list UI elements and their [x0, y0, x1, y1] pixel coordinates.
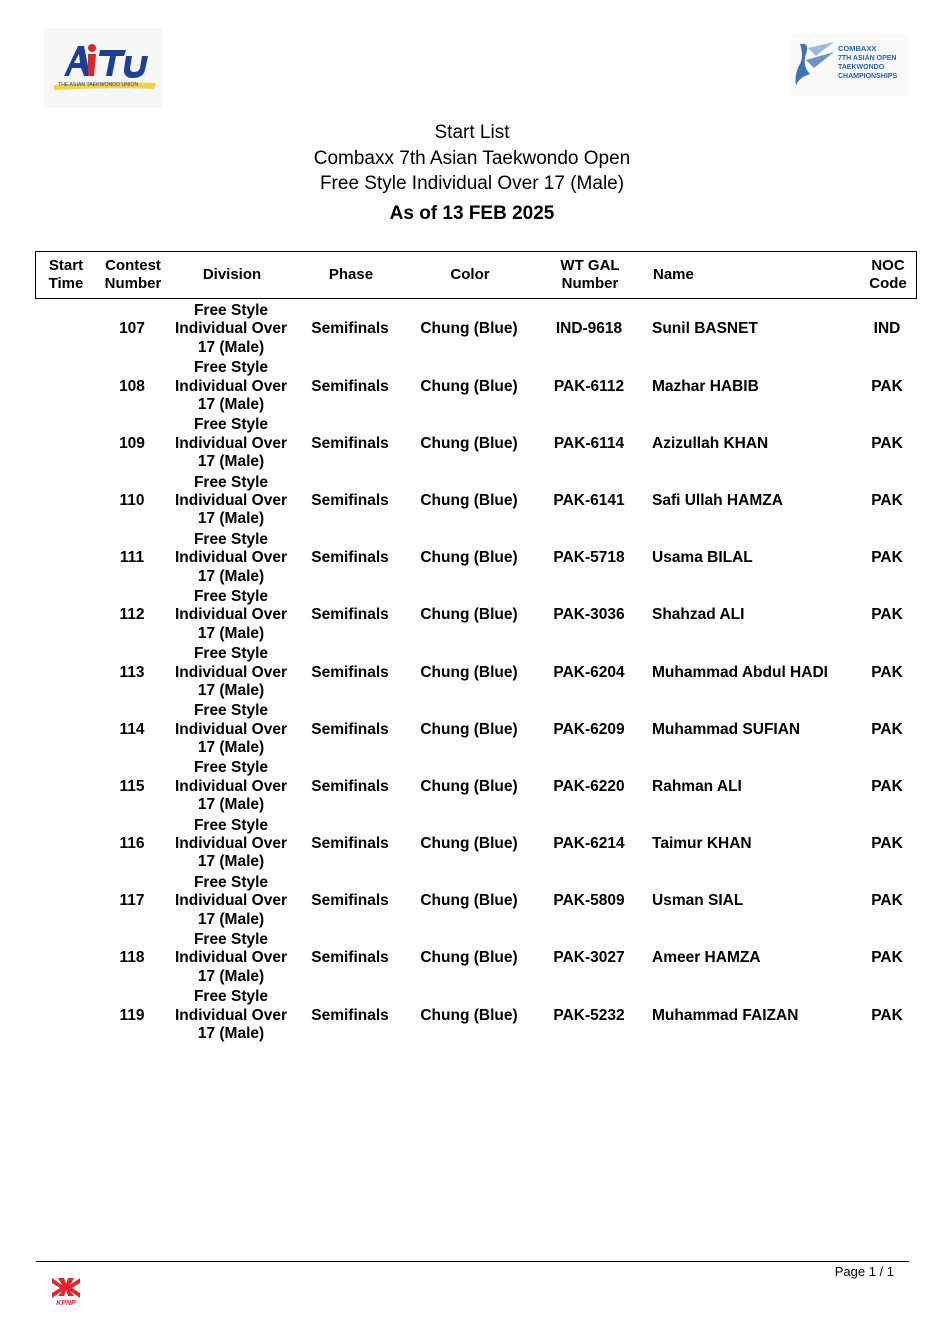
cell-division: Free Style Individual Over 17 (Male) — [175, 359, 287, 413]
document-titles — [0, 120, 944, 225]
cell-division: Free Style Individual Over 17 (Male) — [175, 816, 287, 871]
cell-start-time — [35, 415, 95, 472]
footer-divider — [36, 1261, 909, 1262]
table-row — [35, 415, 917, 472]
table-row — [35, 873, 917, 930]
cell-contest-number: 115 — [119, 777, 145, 795]
table-row — [35, 701, 917, 758]
page-number: Page 1 / 1 — [834, 1264, 894, 1279]
cell-start-time — [35, 873, 95, 930]
cell-name: Usman SIAL — [652, 892, 744, 910]
cell-division: Free Style Individual Over 17 (Male) — [175, 416, 287, 471]
table-row — [35, 530, 917, 587]
cell-start-time — [35, 358, 95, 415]
cell-start-time — [35, 301, 95, 358]
table-row — [35, 759, 917, 816]
col-contest-number: Contest Number — [104, 257, 162, 292]
kpnp-text: KPNP — [56, 1300, 76, 1306]
cell-color: Chung (Blue) — [420, 549, 518, 567]
cell-contest-number: 117 — [119, 892, 145, 910]
cell-phase: Semifinals — [311, 720, 389, 738]
col-phase: Phase — [328, 266, 374, 283]
title-division: Free Style Individual Over 17 (Male) — [319, 173, 625, 194]
championship-line-4: CHAMPIONSHIPS — [838, 73, 898, 80]
cell-phase: Semifinals — [311, 606, 389, 624]
cell-noc-code: PAK — [871, 835, 903, 853]
cell-name: Taimur KHAN — [652, 835, 752, 853]
cell-start-time — [35, 987, 95, 1044]
cell-noc-code: PAK — [871, 434, 903, 452]
cell-wt-gal-number: IND-9618 — [555, 320, 623, 338]
title-event: Combaxx 7th Asian Taekwondo Open — [313, 147, 631, 169]
cell-division: Free Style Individual Over 17 (Male) — [175, 473, 287, 528]
cell-wt-gal-number: PAK-6112 — [553, 377, 625, 395]
cell-start-time — [35, 473, 95, 530]
cell-noc-code: PAK — [871, 777, 903, 795]
cell-wt-gal-number: PAK-5718 — [553, 549, 625, 567]
cell-color: Chung (Blue) — [420, 720, 518, 738]
kpnp-logo-icon — [46, 1276, 86, 1306]
cell-name: Usama BILAL — [652, 549, 753, 567]
cell-division: Free Style Individual Over 17 (Male) — [175, 988, 287, 1043]
cell-phase: Semifinals — [311, 491, 389, 509]
cell-contest-number: 111 — [119, 549, 145, 567]
championship-line-1: COMBAXX — [838, 44, 877, 53]
atu-logo — [44, 28, 162, 108]
col-noc-code: NOC Code — [869, 257, 907, 292]
cell-color: Chung (Blue) — [420, 320, 518, 338]
table-row — [35, 930, 917, 987]
cell-color: Chung (Blue) — [420, 949, 518, 967]
cell-name: Shahzad ALI — [652, 606, 745, 624]
cell-contest-number: 110 — [119, 491, 145, 509]
table-row — [35, 301, 917, 358]
cell-wt-gal-number: PAK-3027 — [553, 949, 625, 967]
cell-name: Muhammad SUFIAN — [652, 720, 801, 738]
cell-name: Sunil BASNET — [652, 320, 758, 338]
col-division: Division — [202, 266, 262, 283]
table-body — [35, 301, 917, 1044]
table-row — [35, 358, 917, 415]
cell-contest-number: 119 — [119, 1006, 145, 1024]
cell-noc-code: PAK — [871, 377, 903, 395]
cell-start-time — [35, 930, 95, 987]
cell-name: Muhammad Abdul HADI — [652, 663, 828, 681]
cell-color: Chung (Blue) — [420, 491, 518, 509]
cell-color: Chung (Blue) — [420, 606, 518, 624]
cell-division: Free Style Individual Over 17 (Male) — [175, 759, 287, 814]
cell-phase: Semifinals — [311, 892, 389, 910]
cell-name: Safi Ullah HAMZA — [652, 491, 783, 509]
cell-name: Ameer HAMZA — [652, 949, 761, 967]
cell-phase: Semifinals — [311, 377, 389, 395]
cell-wt-gal-number: PAK-6114 — [553, 434, 625, 452]
cell-contest-number: 107 — [119, 320, 145, 338]
cell-division: Free Style Individual Over 17 (Male) — [175, 530, 287, 585]
cell-noc-code: PAK — [871, 949, 903, 967]
col-name: Name — [653, 266, 694, 283]
cell-wt-gal-number: PAK-6204 — [553, 663, 625, 681]
cell-noc-code: PAK — [871, 663, 903, 681]
cell-wt-gal-number: PAK-6209 — [553, 720, 625, 738]
cell-start-time — [35, 587, 95, 644]
cell-division: Free Style Individual Over 17 (Male) — [175, 587, 287, 642]
table-row — [35, 473, 917, 530]
cell-color: Chung (Blue) — [420, 663, 518, 681]
cell-contest-number: 108 — [119, 377, 145, 395]
cell-start-time — [35, 701, 95, 758]
atu-subtext: THE ASIAN TAEKWONDO UNION — [58, 82, 139, 88]
cell-division: Free Style Individual Over 17 (Male) — [175, 645, 287, 699]
table-row — [35, 816, 917, 873]
table-header — [35, 251, 917, 299]
cell-contest-number: 114 — [119, 720, 145, 738]
cell-phase: Semifinals — [311, 949, 389, 967]
cell-division: Free Style Individual Over 17 (Male) — [175, 301, 287, 356]
cell-noc-code: PAK — [871, 1006, 903, 1024]
cell-wt-gal-number: PAK-6141 — [553, 491, 625, 509]
col-start-time: Start Time — [48, 257, 84, 292]
cell-name: Muhammad FAIZAN — [652, 1006, 799, 1024]
cell-wt-gal-number: PAK-6220 — [553, 777, 625, 795]
cell-start-time — [35, 644, 95, 701]
cell-phase: Semifinals — [311, 1006, 389, 1024]
table-row — [35, 644, 917, 701]
cell-division: Free Style Individual Over 17 (Male) — [175, 873, 287, 928]
cell-color: Chung (Blue) — [420, 377, 518, 395]
title-start-list: Start List — [434, 122, 510, 143]
cell-phase: Semifinals — [311, 777, 389, 795]
cell-noc-code: PAK — [871, 720, 903, 738]
cell-color: Chung (Blue) — [420, 892, 518, 910]
cell-name: Rahman ALI — [652, 777, 742, 795]
cell-wt-gal-number: PAK-6214 — [553, 835, 625, 853]
championship-logo-icon — [790, 34, 908, 96]
col-color: Color — [450, 266, 490, 283]
cell-name: Azizullah KHAN — [652, 434, 769, 452]
col-wt-gal-number: WT GAL Number — [560, 257, 620, 292]
atu-logo-icon — [44, 28, 162, 108]
cell-phase: Semifinals — [311, 549, 389, 567]
cell-noc-code: IND — [873, 320, 901, 338]
cell-phase: Semifinals — [311, 434, 389, 452]
table-row — [35, 587, 917, 644]
cell-contest-number: 112 — [119, 606, 145, 624]
cell-name: Mazhar HABIB — [652, 377, 759, 395]
cell-start-time — [35, 816, 95, 873]
cell-division: Free Style Individual Over 17 (Male) — [175, 702, 287, 757]
cell-wt-gal-number: PAK-5232 — [553, 1006, 625, 1024]
championship-line-2: 7TH ASIAN OPEN — [838, 55, 897, 62]
cell-noc-code: PAK — [871, 491, 903, 509]
championship-logo — [790, 34, 908, 96]
cell-noc-code: PAK — [871, 892, 903, 910]
championship-line-3: TAEKWONDO — [838, 64, 885, 71]
cell-noc-code: PAK — [871, 606, 903, 624]
table-row — [35, 987, 917, 1044]
cell-contest-number: 109 — [119, 434, 145, 452]
cell-phase: Semifinals — [311, 835, 389, 853]
kpnp-logo — [46, 1276, 86, 1306]
cell-wt-gal-number: PAK-5809 — [553, 892, 625, 910]
cell-color: Chung (Blue) — [420, 777, 518, 795]
cell-noc-code: PAK — [871, 549, 903, 567]
cell-contest-number: 118 — [119, 949, 145, 967]
title-as-of: As of 13 FEB 2025 — [389, 202, 555, 224]
cell-phase: Semifinals — [311, 320, 389, 338]
cell-start-time — [35, 530, 95, 587]
cell-color: Chung (Blue) — [420, 1006, 518, 1024]
cell-color: Chung (Blue) — [420, 835, 518, 853]
cell-wt-gal-number: PAK-3036 — [553, 606, 625, 624]
cell-division: Free Style Individual Over 17 (Male) — [175, 931, 287, 985]
cell-start-time — [35, 759, 95, 816]
cell-contest-number: 116 — [119, 835, 145, 853]
cell-color: Chung (Blue) — [420, 434, 518, 452]
cell-contest-number: 113 — [119, 663, 145, 681]
cell-phase: Semifinals — [311, 663, 389, 681]
